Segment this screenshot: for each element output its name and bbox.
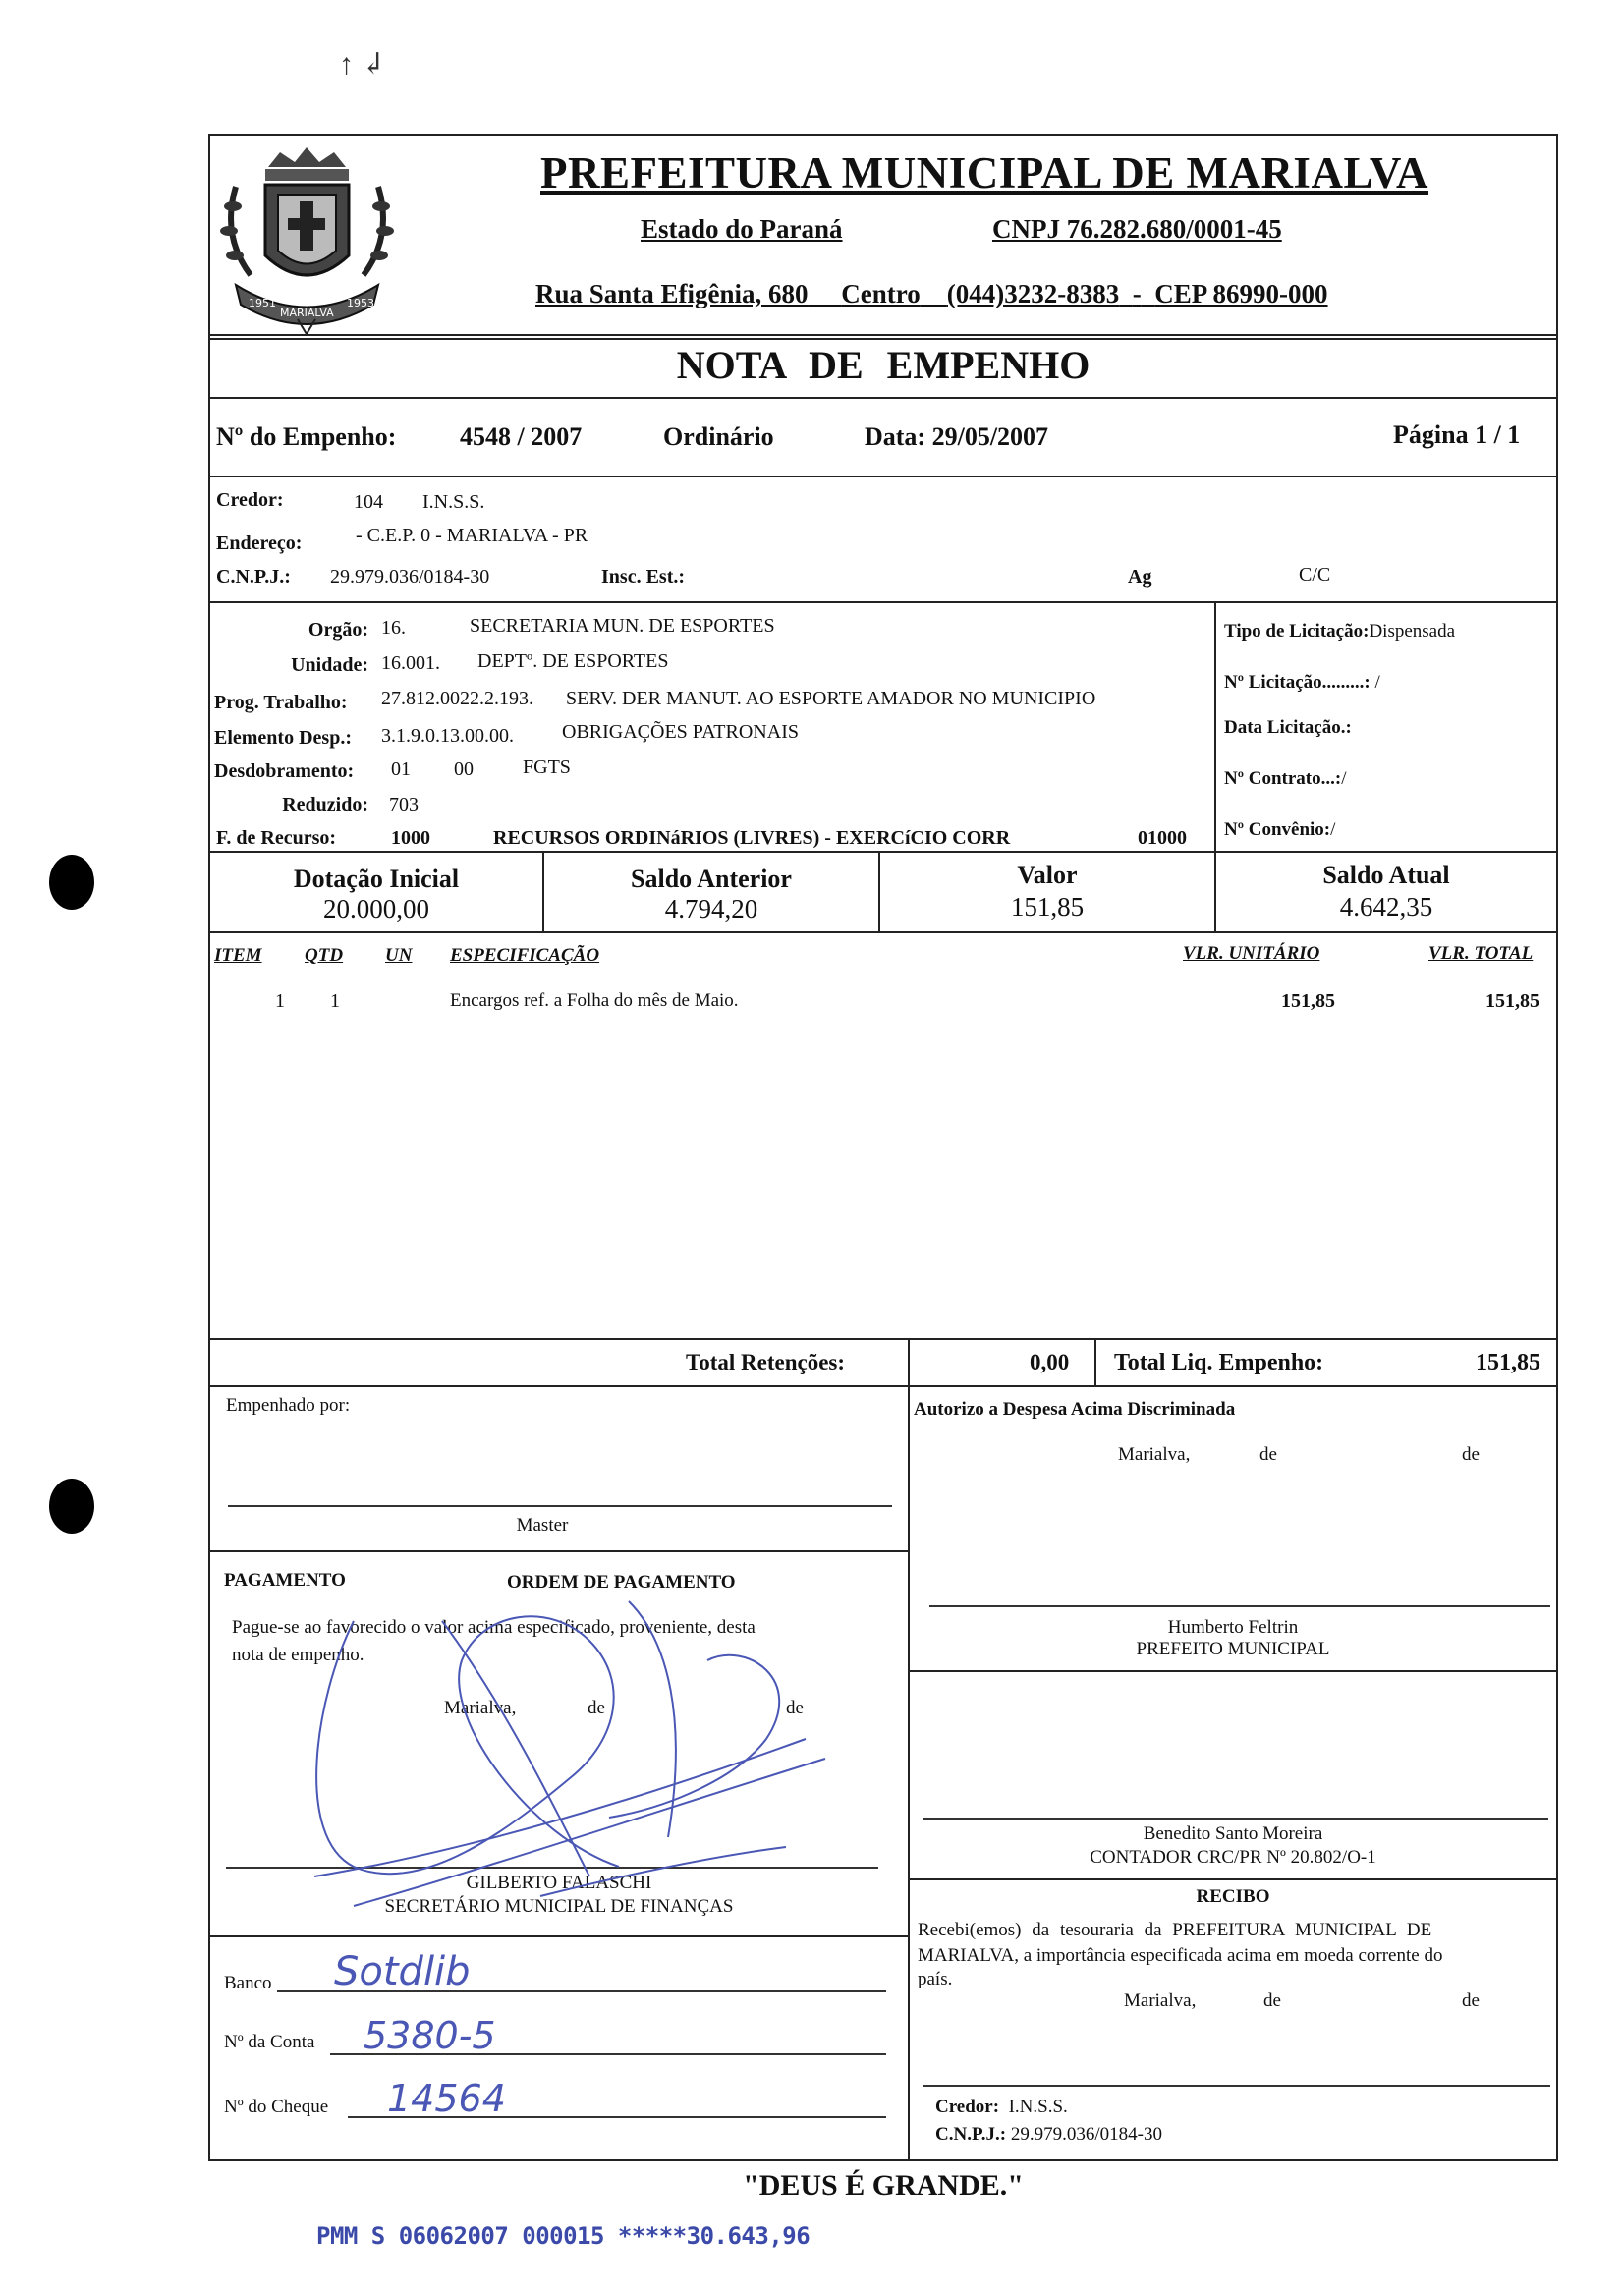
recibo-cnpj-valor: 29.979.036/0184-30 <box>1010 2124 1162 2145</box>
numero-licitacao-label: Nº Licitação.........: <box>1224 672 1371 693</box>
credor-codigo: 104 <box>354 491 383 513</box>
col-un: UN <box>385 945 413 966</box>
reduzido-label: Reduzido: <box>282 794 368 815</box>
total-liq-label: Total Liq. Empenho: <box>1114 1350 1324 1375</box>
recibo-texto-3: país. <box>918 1969 953 1989</box>
saldo-atual-valor: 4.642,35 <box>1339 892 1433 922</box>
cnpj-label: C.N.P.J.: <box>216 566 291 588</box>
tipo-licitacao-valor: Dispensada <box>1369 621 1456 642</box>
credor-label: Credor: <box>216 489 284 511</box>
lower-divider <box>908 1385 910 2161</box>
dotacao-divider <box>1214 601 1216 853</box>
scan-marks: ↑ ↲ <box>339 48 386 81</box>
empenhado-assinante: Master <box>516 1515 569 1536</box>
pagamento-label: PAGAMENTO <box>224 1570 346 1591</box>
punch-hole-top <box>49 855 94 910</box>
prog-label: Prog. Trabalho: <box>214 692 348 713</box>
doc-title: NOTA DE EMPENHO <box>676 343 1091 387</box>
recibo-de-1: de <box>1263 1990 1281 2011</box>
empenho-data: Data: 29/05/2007 <box>865 422 1049 451</box>
numero-licitacao-valor: / <box>1374 672 1380 693</box>
prefeitura-title: PREFEITURA MUNICIPAL DE MARIALVA <box>540 148 1429 197</box>
lema: "DEUS É GRANDE." <box>743 2169 1024 2202</box>
numero-licitacao <box>1224 672 1380 694</box>
desd-label: Desdobramento: <box>214 760 355 782</box>
col-vlr-total: VLR. TOTAL <box>1428 943 1534 964</box>
pagamento-cidade: Marialva, <box>444 1698 517 1718</box>
credor-endereco: - C.E.P. 0 - MARIALVA - PR <box>356 525 588 546</box>
fonte-recurso-label: F. de Recurso: <box>216 827 337 849</box>
unidade-cod: 16.001. <box>381 652 440 674</box>
endereco-prefeitura <box>535 279 1328 309</box>
prefeito-nome: Humberto Feltrin <box>1167 1617 1299 1638</box>
unidade-label: Unidade: <box>291 654 368 676</box>
unidade: DEPTº. DE ESPORTES <box>477 650 669 672</box>
fonte-recurso-cod: 1000 <box>391 827 430 849</box>
pagamento-de-1: de <box>588 1698 605 1718</box>
empenhado-signature-line <box>228 1505 892 1507</box>
svg-text:1953: 1953 <box>347 297 374 309</box>
pagamento-top-line <box>208 1550 910 1552</box>
empenho-numero: 4548 / 2007 <box>460 422 583 451</box>
secretario-cargo: SECRETÁRIO MUNICIPAL DE FINANÇAS <box>384 1896 734 1917</box>
item-especificacao: Encargos ref. a Folha do mês de Maio. <box>450 990 739 1011</box>
fonte-recurso-num: 01000 <box>1138 827 1187 849</box>
separator: - <box>1132 279 1142 308</box>
recibo-credor-label: Credor: <box>935 2097 1000 2117</box>
insc-label: Insc. Est.: <box>601 566 686 588</box>
bairro: Centro <box>841 279 921 308</box>
totais-div-2 <box>1094 1338 1096 1387</box>
reduzido: 703 <box>389 794 419 815</box>
contador-signature-line <box>923 1818 1548 1820</box>
numero-contrato-valor: / <box>1341 768 1347 789</box>
autorizo-title: Autorizo a Despesa Acima Discriminada <box>914 1399 1236 1420</box>
svg-text:1951: 1951 <box>249 297 276 309</box>
elem: OBRIGAÇÕES PATRONAIS <box>562 721 799 743</box>
totais-box <box>208 1338 1558 1387</box>
conta-label: Nº da Conta <box>224 2032 315 2052</box>
punch-hole-bottom <box>49 1479 94 1534</box>
recibo-credor <box>935 2097 1068 2118</box>
svg-text:MARIALVA: MARIALVA <box>280 307 334 319</box>
elem-label: Elemento Desp.: <box>214 727 352 749</box>
recibo-de-2: de <box>1462 1990 1480 2011</box>
total-liq: 151,85 <box>1476 1350 1540 1375</box>
pagamento-de-2: de <box>786 1698 804 1718</box>
contador-cargo: CONTADOR CRC/PR Nº 20.802/O-1 <box>1090 1847 1376 1868</box>
prefeito-signature-line <box>929 1605 1550 1607</box>
prefeito-cargo: PREFEITO MUNICIPAL <box>1136 1639 1330 1659</box>
item-numero: 1 <box>275 990 285 1012</box>
empenhado-label: Empenhado por: <box>226 1395 351 1416</box>
pagamento-texto-1: Pague-se ao favorecido o valor acima especificado, proveniente, desta <box>232 1617 756 1638</box>
total-retencoes: 0,00 <box>1030 1350 1070 1374</box>
municipal-seal-logo <box>211 138 403 339</box>
rua: Rua Santa Efigênia, 680 <box>535 279 809 308</box>
desd-a: 01 <box>391 758 411 780</box>
cc-label: C/C <box>1299 564 1331 586</box>
pagamento-texto-2: nota de empenho. <box>232 1645 364 1665</box>
autorizo-de-2: de <box>1462 1444 1480 1465</box>
cep: CEP 86990-000 <box>1154 279 1328 308</box>
totais-div-1 <box>908 1338 910 1387</box>
tipo-licitacao-label: Tipo de Licitação: <box>1224 621 1370 642</box>
numero-contrato <box>1224 768 1346 790</box>
recibo-cnpj-label: C.N.P.J.: <box>935 2124 1007 2145</box>
autorizo-cidade: Marialva, <box>1118 1444 1191 1465</box>
desd: FGTS <box>523 756 571 778</box>
numero-convenio <box>1224 819 1335 841</box>
valor-label: Valor <box>1017 861 1078 889</box>
credor-nome: I.N.S.S. <box>422 491 485 513</box>
contador-nome: Benedito Santo Moreira <box>1143 1823 1323 1844</box>
ag-label: Ag <box>1128 566 1152 588</box>
tipo-licitacao <box>1224 621 1455 643</box>
cheque-label: Nº do Cheque <box>224 2097 329 2117</box>
recibo-texto-2: MARIALVA, a importância especificada acima em moeda corrente do <box>918 1945 1443 1966</box>
dotacao-inicial-label: Dotação Inicial <box>293 865 460 893</box>
recibo-cnpj <box>935 2124 1162 2146</box>
recibo-texto-1: Recebi(emos) da tesouraria da PREFEITURA MUNICIPAL DE <box>918 1920 1432 1940</box>
col-item: ITEM <box>214 945 262 966</box>
col-especificacao: ESPECIFICAÇÃO <box>450 945 600 966</box>
empenho-label: Nº do Empenho: <box>216 422 397 451</box>
orgao-cod: 16. <box>381 617 406 639</box>
item-qtd: 1 <box>330 990 340 1012</box>
numero-contrato-label: Nº Contrato...: <box>1224 768 1342 789</box>
empenho-pagina: Página 1 / 1 <box>1393 420 1521 449</box>
data-licitacao-label: Data Licitação.: <box>1224 717 1352 738</box>
valor-valor: 151,85 <box>1010 892 1085 922</box>
bank-stamp: PMM S 06062007 000015 *****30.643,96 <box>316 2222 811 2250</box>
col-qtd: QTD <box>305 945 344 966</box>
table-row <box>208 988 1558 1022</box>
estado: Estado do Paraná <box>641 214 843 244</box>
cheque-handwritten: 14564 <box>387 2077 506 2120</box>
autorizo-de-1: de <box>1259 1444 1277 1465</box>
orgao: SECRETARIA MUN. DE ESPORTES <box>470 615 775 637</box>
recibo-title: RECIBO <box>1196 1886 1270 1907</box>
recibo-top-line <box>908 1878 1558 1880</box>
endereco-label: Endereço: <box>216 532 303 554</box>
prog-cod: 27.812.0022.2.193. <box>381 688 533 709</box>
contador-top-line <box>908 1670 1558 1672</box>
telefone: (044)3232-8383 <box>946 279 1120 308</box>
handwritten-signature <box>295 1582 845 1935</box>
fonte-recurso: RECURSOS ORDINáRIOS (LIVRES) - EXERCíCIO CORR <box>493 827 1011 849</box>
recibo-credor-nome: I.N.S.S. <box>1008 2097 1068 2117</box>
secretario-nome: GILBERTO FALASCHI <box>466 1873 652 1893</box>
col-vlr-unitario: VLR. UNITÁRIO <box>1183 943 1320 964</box>
saldo-anterior-valor: 4.794,20 <box>664 894 758 924</box>
item-vlr-total: 151,85 <box>1485 990 1539 1012</box>
numero-convenio-label: Nº Convênio: <box>1224 819 1331 840</box>
banco-top-line <box>208 1935 910 1937</box>
credor-cnpj: 29.979.036/0184-30 <box>330 566 490 588</box>
orgao-label: Orgão: <box>308 619 368 641</box>
recibo-signature-line <box>923 2085 1550 2087</box>
banco-label: Banco <box>224 1973 272 1993</box>
saldo-atual-label: Saldo Atual <box>1322 861 1450 889</box>
conta-handwritten: 5380-5 <box>364 2014 496 2057</box>
total-retencoes-label: Total Retenções: <box>686 1350 846 1374</box>
numero-convenio-valor: / <box>1330 819 1336 840</box>
prog: SERV. DER MANUT. AO ESPORTE AMADOR NO MUNICIPIO <box>566 688 1096 709</box>
recibo-cidade: Marialva, <box>1124 1990 1197 2011</box>
desd-b: 00 <box>454 758 474 780</box>
ordem-pagamento-title: ORDEM DE PAGAMENTO <box>507 1572 736 1593</box>
item-vlr-unitario: 151,85 <box>1281 990 1335 1012</box>
empenho-tipo: Ordinário <box>663 422 774 451</box>
elem-cod: 3.1.9.0.13.00.00. <box>381 725 514 747</box>
saldo-anterior-label: Saldo Anterior <box>631 865 792 893</box>
dotacao-inicial-valor: 20.000,00 <box>323 894 429 924</box>
banco-handwritten: Sotdlib <box>334 1949 471 1994</box>
cnpj-prefeitura: CNPJ 76.282.680/0001-45 <box>992 214 1282 244</box>
